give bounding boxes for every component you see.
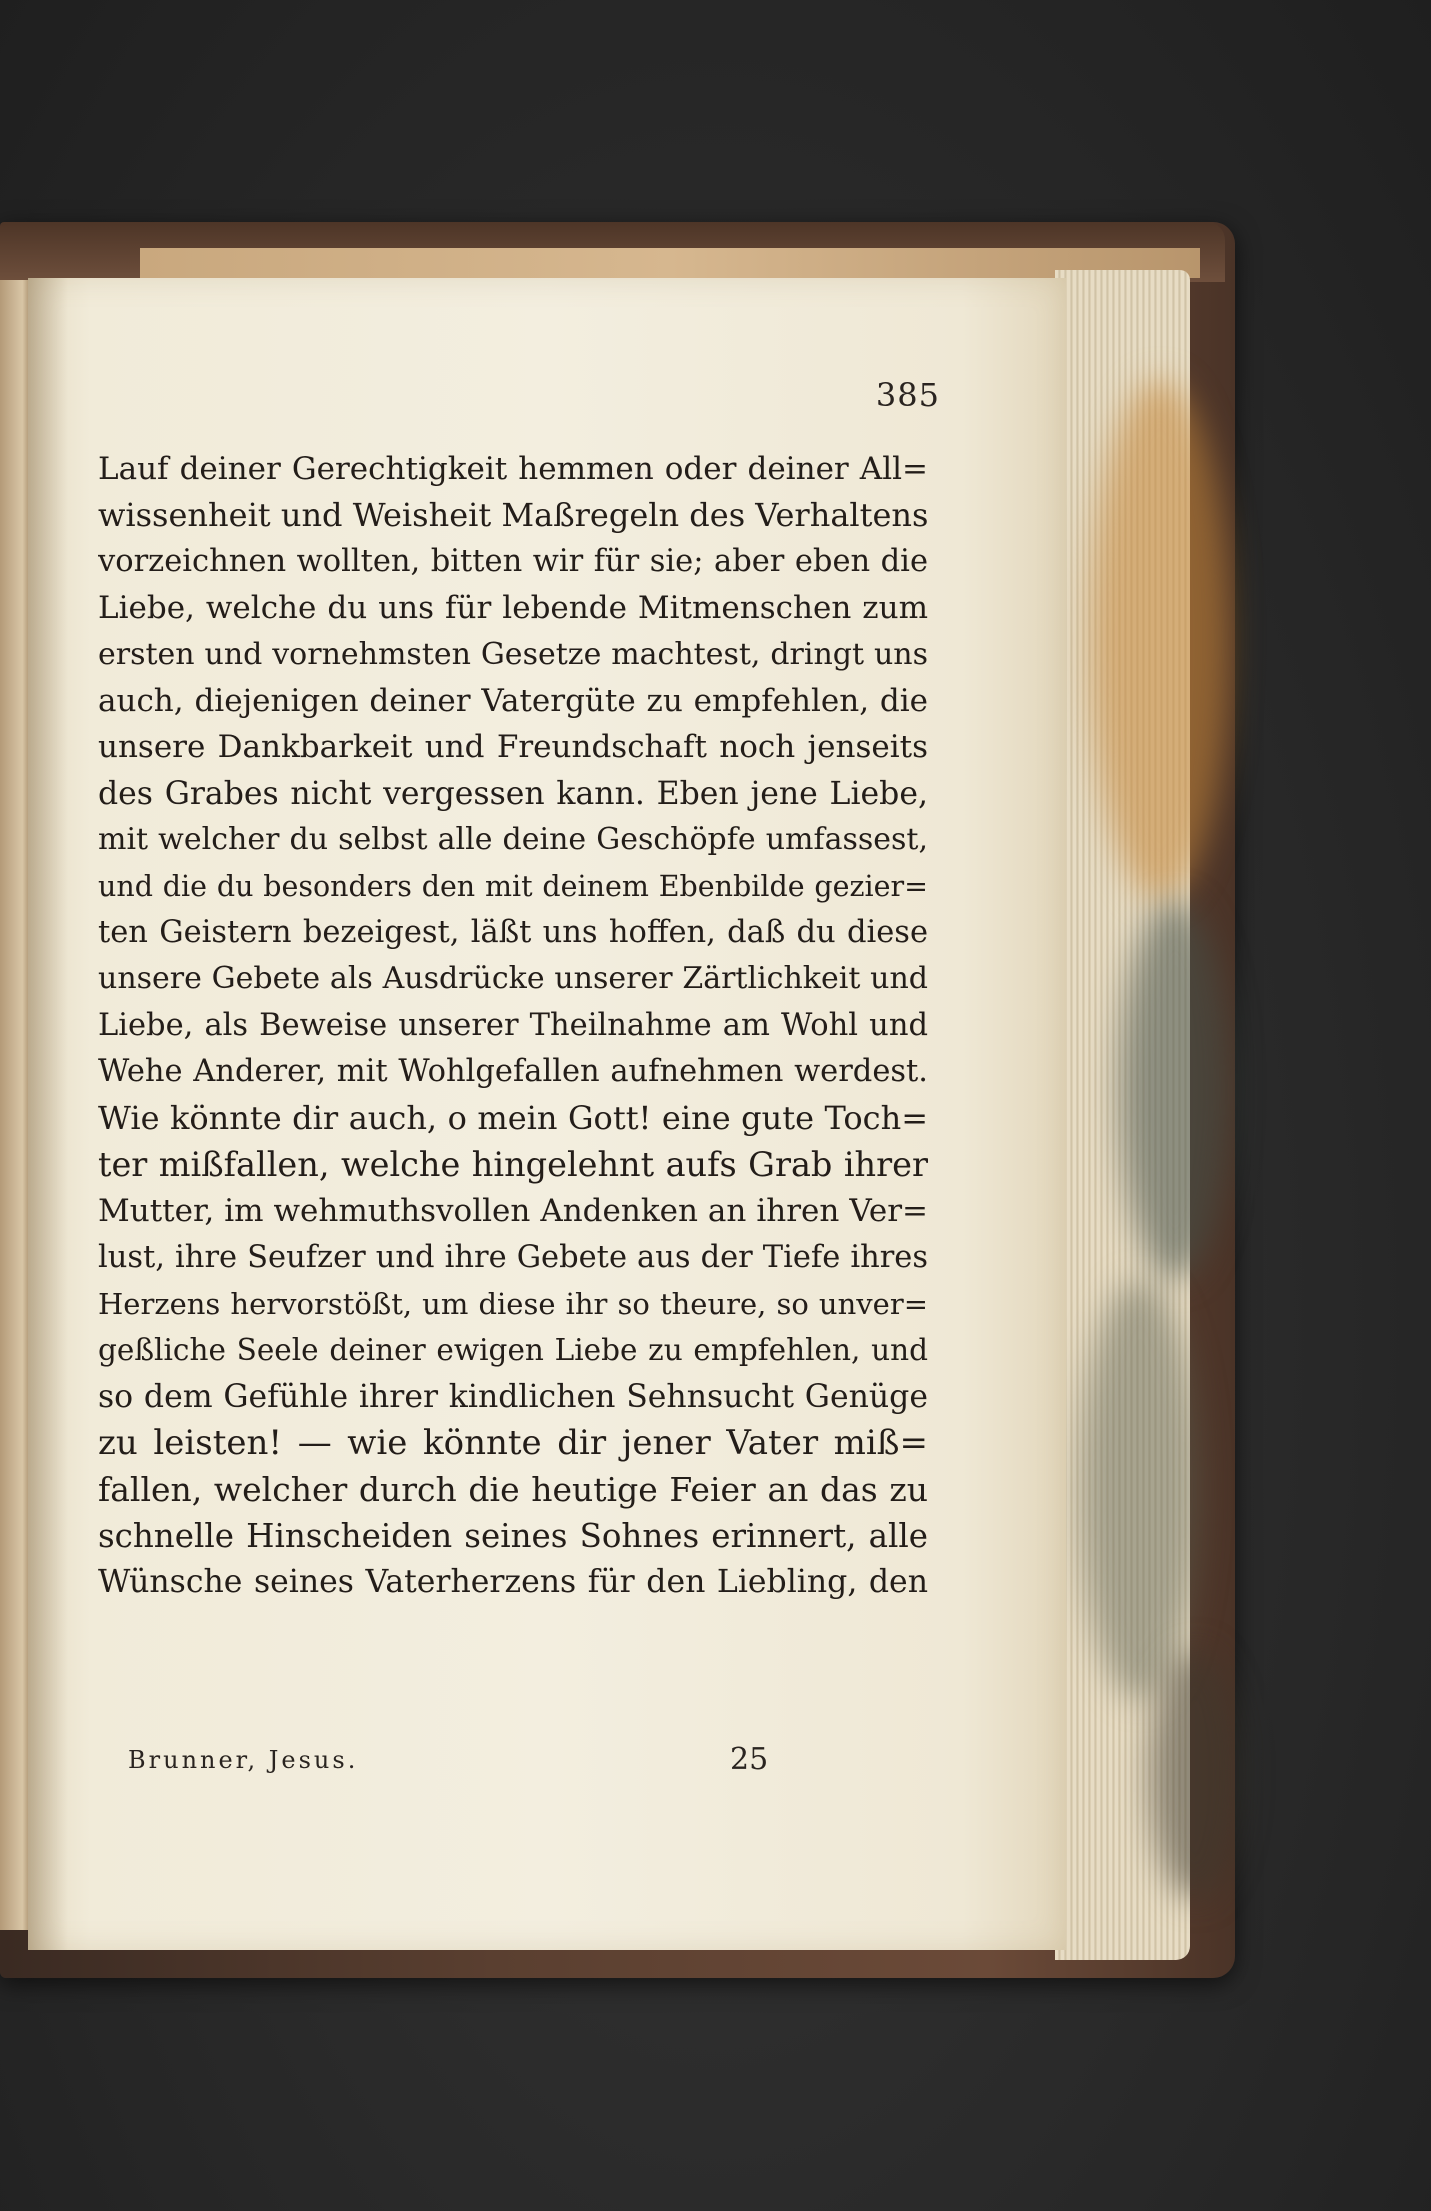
text-line: Mutter, im wehmuthsvollen Andenken an ihren Ver=	[98, 1193, 928, 1230]
text-line: ter mißfallen, welche hingelehnt aufs Grab ihrer	[98, 1144, 928, 1184]
text-line: vorzeichnen wollten, bitten wir für sie; aber eben die	[98, 543, 928, 579]
text-line: Liebe, welche du uns für lebende Mitmenschen zum	[98, 590, 928, 627]
text-line: des Grabes nicht vergessen kann. Eben jene Liebe,	[98, 775, 928, 812]
text-line: Herzens hervorstößt, um diese ihr so theure, so unver=	[98, 1287, 928, 1322]
text-line: Lauf deiner Gerechtigkeit hemmen oder deiner All=	[98, 451, 928, 487]
text-line: und die du besonders den mit deinem Ebenbilde gezier=	[98, 869, 928, 903]
text-line: Wehe Anderer, mit Wohlgefallen aufnehmen werdest.	[98, 1054, 928, 1090]
page-number: 385	[875, 376, 940, 414]
water-stain	[1080, 1280, 1200, 1700]
text-line: wissenheit und Weisheit Maßregeln des Verhaltens	[98, 496, 928, 535]
text-line: unsere Gebete als Ausdrücke unserer Zärtlichkeit und	[98, 961, 928, 997]
page-footer	[98, 1742, 928, 1786]
text-line: geßliche Seele deiner ewigen Liebe zu empfehlen, und	[98, 1333, 928, 1368]
text-line: zu leisten! — wie könnte dir jener Vater miß=	[98, 1423, 928, 1464]
water-stain	[1090, 380, 1230, 900]
footer-signature: 25	[730, 1742, 769, 1777]
water-stain	[1150, 1650, 1240, 1900]
text-line: Liebe, als Beweise unserer Theilnahme am Wohl und	[98, 1007, 928, 1043]
text-line: fallen, welcher durch die heutige Feier an das zu	[98, 1469, 928, 1509]
text-line: mit welcher du selbst alle deine Geschöpfe umfassest,	[98, 822, 928, 858]
text-line: schnelle Hinscheiden seines Sohnes erinnert, alle	[98, 1516, 928, 1555]
text-line: so dem Gefühle ihrer kindlichen Sehnsucht Genüge	[98, 1378, 928, 1415]
body-text	[98, 446, 928, 1606]
text-line: Wünsche seines Vaterherzens für den Liebling, den	[98, 1564, 928, 1601]
text-line: lust, ihre Seufzer und ihre Gebete aus der Tiefe ihres	[98, 1239, 928, 1275]
page-block-top-edge	[140, 248, 1200, 278]
text-line: Wie könnte dir auch, o mein Gott! eine gute Toch=	[98, 1099, 928, 1138]
text-line: ten Geistern bezeigest, läßt uns hoffen, daß du diese	[98, 914, 928, 950]
text-line: ersten und vornehmsten Gesetze machtest, dringt uns	[98, 636, 928, 672]
footer-author: Brunner, Jesus.	[128, 1746, 359, 1774]
text-line: auch, diejenigen deiner Vatergüte zu empfehlen, die	[98, 682, 928, 719]
text-line: unsere Dankbarkeit und Freundschaft noch jenseits	[98, 729, 928, 766]
gutter-shadow	[28, 278, 68, 1950]
water-stain	[1120, 900, 1230, 1280]
